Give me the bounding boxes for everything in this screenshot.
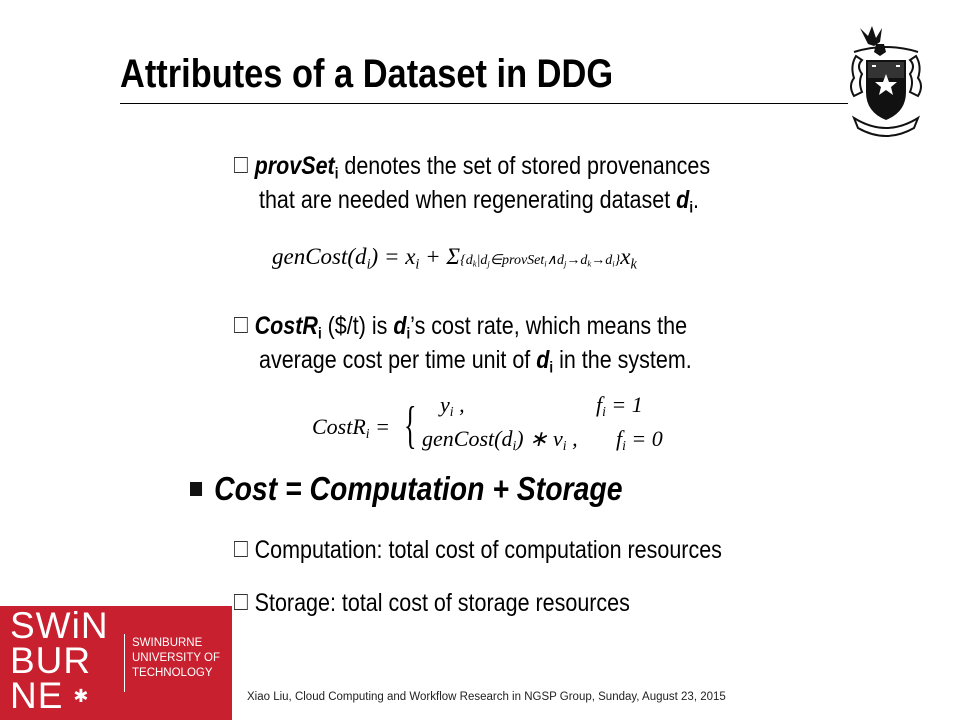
hollow-square-bullet-icon (234, 157, 248, 173)
filled-square-bullet-icon (190, 482, 202, 496)
provset-bullet (234, 151, 710, 181)
asterisk-icon: ✱ (73, 686, 90, 706)
title-underline (120, 103, 848, 104)
logo-divider (124, 634, 125, 692)
hollow-square-bullet-icon (234, 317, 248, 333)
computation-text: Computation: total cost of computation resources (254, 536, 722, 564)
period: . (693, 186, 700, 214)
cost-equation-text: Cost = Computation + Storage (214, 470, 623, 507)
costr-bullet: CostR$_i$ ($/t) is $d_i’s$ cost rate, which means the (234, 311, 687, 341)
dataset-var-sub: i (689, 199, 694, 217)
computation-bullet (234, 535, 722, 565)
swinburne-wordmark: SWiN BUR NE ✱ (10, 605, 109, 716)
provset-term: provSet (254, 152, 335, 180)
storage-text: Storage: total cost of storage resources (254, 589, 630, 617)
storage-bullet (234, 588, 630, 618)
dataset-var: d (676, 186, 690, 214)
slide-title: Attributes of a Dataset in DDG (120, 52, 614, 96)
cost-equation-bullet (190, 470, 622, 508)
footer-text: Xiao Liu, Cloud Computing and Workflow Research in NGSP Group, Sunday, August 23, 2015 (247, 691, 726, 703)
hollow-square-bullet-icon (234, 541, 248, 557)
provset-subscript: i (334, 165, 339, 183)
provset-bullet-line2 (259, 185, 699, 215)
costr-bullet-line2: average cost per time unit of $d_i$ in the system. (259, 346, 692, 377)
gencost-formula: $genCost(d_i) = x_i$ + $\Sigma\{d_k|d_j\in provSet_i\wedge d_j\to d_k\to d_i\}x_k$ (272, 244, 637, 273)
provset-text-line1: denotes the set of stored provenances (338, 152, 711, 180)
provset-text-line2: that are needed when regenerating dataset (259, 186, 677, 214)
swinburne-logo (0, 606, 232, 720)
coat-of-arms-logo (846, 22, 926, 140)
costr-subscript: i (317, 325, 322, 343)
hollow-square-bullet-icon (234, 594, 248, 610)
costr-term: CostR (254, 312, 318, 340)
university-name: SWINBURNE UNIVERSITY OF TECHNOLOGY (132, 637, 220, 679)
